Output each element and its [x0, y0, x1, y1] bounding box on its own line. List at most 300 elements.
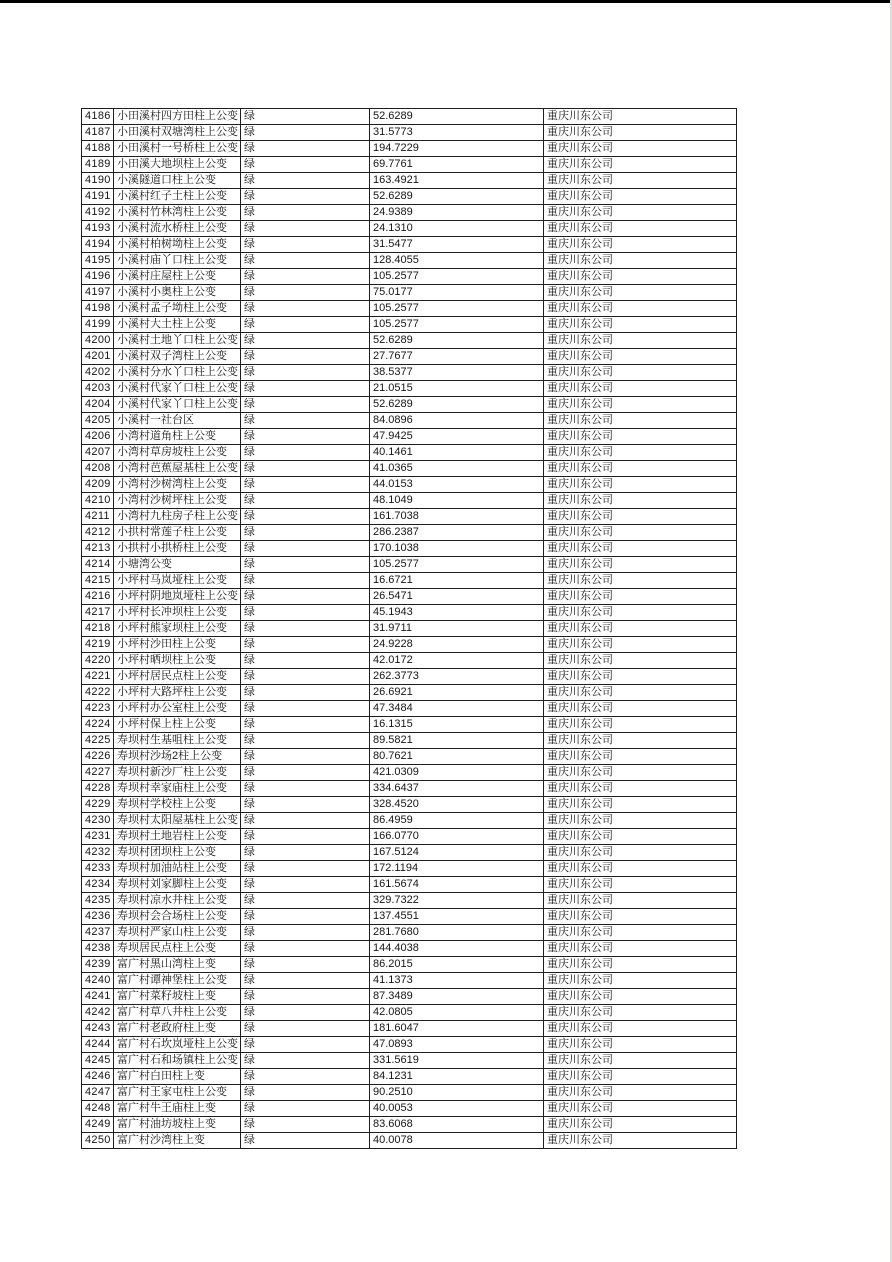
status-cell: 绿 [241, 845, 370, 861]
status-cell: 绿 [241, 733, 370, 749]
status-cell: 绿 [241, 173, 370, 189]
table-row [82, 925, 737, 941]
station-name-cell: 富广村沙湾柱上变 [114, 1133, 241, 1149]
row-id-cell: 4226 [82, 749, 114, 765]
table-row [82, 1069, 737, 1085]
status-cell: 绿 [241, 413, 370, 429]
status-cell: 绿 [241, 365, 370, 381]
value-cell: 44.0153 [370, 477, 544, 493]
company-cell: 重庆川东公司 [544, 621, 737, 637]
table-row [82, 1053, 737, 1069]
row-id-cell: 4209 [82, 477, 114, 493]
station-name-cell: 小坪村大路坪柱上公变 [114, 685, 241, 701]
status-cell: 绿 [241, 541, 370, 557]
value-cell: 52.6289 [370, 189, 544, 205]
company-cell: 重庆川东公司 [544, 253, 737, 269]
table-row [82, 317, 737, 333]
station-name-cell: 小坪村保上柱上公变 [114, 717, 241, 733]
value-cell: 172.1194 [370, 861, 544, 877]
company-cell: 重庆川东公司 [544, 365, 737, 381]
company-cell: 重庆川东公司 [544, 797, 737, 813]
station-name-cell: 小湾村沙树湾柱上公变 [114, 477, 241, 493]
table-row [82, 349, 737, 365]
row-id-cell: 4204 [82, 397, 114, 413]
station-name-cell: 小溪村流水桥柱上公变 [114, 221, 241, 237]
table-row [82, 749, 737, 765]
station-name-cell: 寿坝村学校柱上公变 [114, 797, 241, 813]
status-cell: 绿 [241, 189, 370, 205]
status-cell: 绿 [241, 765, 370, 781]
row-id-cell: 4211 [82, 509, 114, 525]
transformer-table [81, 108, 737, 1149]
row-id-cell: 4208 [82, 461, 114, 477]
table-row [82, 669, 737, 685]
station-name-cell: 富广村石坎岚垭柱上公变 [114, 1037, 241, 1053]
station-name-cell: 富广村牛王庙柱上变 [114, 1101, 241, 1117]
status-cell: 绿 [241, 445, 370, 461]
company-cell: 重庆川东公司 [544, 909, 737, 925]
value-cell: 421.0309 [370, 765, 544, 781]
company-cell: 重庆川东公司 [544, 861, 737, 877]
table-row [82, 1037, 737, 1053]
row-id-cell: 4234 [82, 877, 114, 893]
status-cell: 绿 [241, 909, 370, 925]
status-cell: 绿 [241, 205, 370, 221]
status-cell: 绿 [241, 957, 370, 973]
status-cell: 绿 [241, 125, 370, 141]
row-id-cell: 4231 [82, 829, 114, 845]
station-name-cell: 富广村黑山湾柱上变 [114, 957, 241, 973]
table-row [82, 541, 737, 557]
station-name-cell: 富广村草八井柱上公变 [114, 1005, 241, 1021]
company-cell: 重庆川东公司 [544, 829, 737, 845]
table-row [82, 141, 737, 157]
value-cell: 194.7229 [370, 141, 544, 157]
station-name-cell: 寿坝村凉水井柱上公变 [114, 893, 241, 909]
status-cell: 绿 [241, 621, 370, 637]
station-name-cell: 小湾村草房坡柱上公变 [114, 445, 241, 461]
value-cell: 31.5773 [370, 125, 544, 141]
value-cell: 105.2577 [370, 301, 544, 317]
row-id-cell: 4216 [82, 589, 114, 605]
row-id-cell: 4248 [82, 1101, 114, 1117]
station-name-cell: 寿坝村刘家脚柱上公变 [114, 877, 241, 893]
status-cell: 绿 [241, 797, 370, 813]
table-row [82, 189, 737, 205]
status-cell: 绿 [241, 461, 370, 477]
value-cell: 26.5471 [370, 589, 544, 605]
table-row [82, 989, 737, 1005]
value-cell: 26.6921 [370, 685, 544, 701]
value-cell: 87.3489 [370, 989, 544, 1005]
row-id-cell: 4223 [82, 701, 114, 717]
status-cell: 绿 [241, 237, 370, 253]
company-cell: 重庆川东公司 [544, 413, 737, 429]
row-id-cell: 4225 [82, 733, 114, 749]
row-id-cell: 4246 [82, 1069, 114, 1085]
table-row [82, 797, 737, 813]
row-id-cell: 4189 [82, 157, 114, 173]
station-name-cell: 小拱村常莲子柱上公变 [114, 525, 241, 541]
table-row [82, 621, 737, 637]
table-row [82, 381, 737, 397]
station-name-cell: 小湾村芭蕉屋基柱上公变 [114, 461, 241, 477]
station-name-cell: 寿坝村土地岩柱上公变 [114, 829, 241, 845]
table-row [82, 1021, 737, 1037]
station-name-cell: 小溪隧道口柱上公变 [114, 173, 241, 189]
value-cell: 69.7761 [370, 157, 544, 173]
value-cell: 170.1038 [370, 541, 544, 557]
row-id-cell: 4247 [82, 1085, 114, 1101]
company-cell: 重庆川东公司 [544, 749, 737, 765]
station-name-cell: 小坪村长冲坝柱上公变 [114, 605, 241, 621]
value-cell: 31.9711 [370, 621, 544, 637]
company-cell: 重庆川东公司 [544, 1117, 737, 1133]
table-row [82, 877, 737, 893]
table-body [82, 109, 737, 1149]
table-row [82, 909, 737, 925]
table-row [82, 461, 737, 477]
value-cell: 41.0365 [370, 461, 544, 477]
company-cell: 重庆川东公司 [544, 973, 737, 989]
status-cell: 绿 [241, 285, 370, 301]
row-id-cell: 4228 [82, 781, 114, 797]
company-cell: 重庆川东公司 [544, 525, 737, 541]
station-name-cell: 小溪村大土柱上公变 [114, 317, 241, 333]
status-cell: 绿 [241, 781, 370, 797]
row-id-cell: 4222 [82, 685, 114, 701]
value-cell: 262.3773 [370, 669, 544, 685]
row-id-cell: 4235 [82, 893, 114, 909]
row-id-cell: 4233 [82, 861, 114, 877]
table-row [82, 637, 737, 653]
company-cell: 重庆川东公司 [544, 493, 737, 509]
company-cell: 重庆川东公司 [544, 957, 737, 973]
value-cell: 334.6437 [370, 781, 544, 797]
station-name-cell: 小溪村分水丫口柱上公变 [114, 365, 241, 381]
company-cell: 重庆川东公司 [544, 685, 737, 701]
table-row [82, 765, 737, 781]
status-cell: 绿 [241, 1101, 370, 1117]
table-row [82, 829, 737, 845]
status-cell: 绿 [241, 861, 370, 877]
row-id-cell: 4186 [82, 109, 114, 125]
table-row [82, 221, 737, 237]
company-cell: 重庆川东公司 [544, 1101, 737, 1117]
value-cell: 40.0053 [370, 1101, 544, 1117]
value-cell: 16.6721 [370, 573, 544, 589]
table-row [82, 1101, 737, 1117]
row-id-cell: 4224 [82, 717, 114, 733]
table-row [82, 477, 737, 493]
company-cell: 重庆川东公司 [544, 1069, 737, 1085]
company-cell: 重庆川东公司 [544, 445, 737, 461]
table-row [82, 205, 737, 221]
station-name-cell: 小田溪村一号桥柱上公变 [114, 141, 241, 157]
value-cell: 90.2510 [370, 1085, 544, 1101]
value-cell: 42.0805 [370, 1005, 544, 1021]
station-name-cell: 小坪村熊家坝柱上公变 [114, 621, 241, 637]
value-cell: 47.9425 [370, 429, 544, 445]
company-cell: 重庆川东公司 [544, 173, 737, 189]
status-cell: 绿 [241, 397, 370, 413]
station-name-cell: 寿坝村会合场柱上公变 [114, 909, 241, 925]
value-cell: 40.1461 [370, 445, 544, 461]
company-cell: 重庆川东公司 [544, 653, 737, 669]
value-cell: 84.0896 [370, 413, 544, 429]
status-cell: 绿 [241, 141, 370, 157]
table-row [82, 653, 737, 669]
row-id-cell: 4242 [82, 1005, 114, 1021]
company-cell: 重庆川东公司 [544, 301, 737, 317]
status-cell: 绿 [241, 557, 370, 573]
status-cell: 绿 [241, 157, 370, 173]
value-cell: 137.4551 [370, 909, 544, 925]
company-cell: 重庆川东公司 [544, 221, 737, 237]
value-cell: 52.6289 [370, 109, 544, 125]
station-name-cell: 小坪村晒坝柱上公变 [114, 653, 241, 669]
company-cell: 重庆川东公司 [544, 1021, 737, 1037]
station-name-cell: 小坪村居民点柱上公变 [114, 669, 241, 685]
station-name-cell: 小溪村一社台区 [114, 413, 241, 429]
company-cell: 重庆川东公司 [544, 1053, 737, 1069]
company-cell: 重庆川东公司 [544, 1133, 737, 1149]
status-cell: 绿 [241, 1069, 370, 1085]
status-cell: 绿 [241, 1005, 370, 1021]
table-row [82, 701, 737, 717]
company-cell: 重庆川东公司 [544, 765, 737, 781]
station-name-cell: 富广村谭神堡柱上公变 [114, 973, 241, 989]
company-cell: 重庆川东公司 [544, 573, 737, 589]
value-cell: 181.6047 [370, 1021, 544, 1037]
status-cell: 绿 [241, 925, 370, 941]
row-id-cell: 4217 [82, 605, 114, 621]
value-cell: 24.9389 [370, 205, 544, 221]
company-cell: 重庆川东公司 [544, 157, 737, 173]
station-name-cell: 小溪村庙丫口柱上公变 [114, 253, 241, 269]
row-id-cell: 4212 [82, 525, 114, 541]
row-id-cell: 4232 [82, 845, 114, 861]
company-cell: 重庆川东公司 [544, 125, 737, 141]
company-cell: 重庆川东公司 [544, 397, 737, 413]
station-name-cell: 小田溪村四方田柱上公变 [114, 109, 241, 125]
station-name-cell: 寿坝村幸家庙柱上公变 [114, 781, 241, 797]
station-name-cell: 富广村白田柱上变 [114, 1069, 241, 1085]
value-cell: 286.2387 [370, 525, 544, 541]
table-row [82, 589, 737, 605]
row-id-cell: 4218 [82, 621, 114, 637]
value-cell: 105.2577 [370, 317, 544, 333]
row-id-cell: 4219 [82, 637, 114, 653]
status-cell: 绿 [241, 1037, 370, 1053]
value-cell: 167.5124 [370, 845, 544, 861]
value-cell: 75.0177 [370, 285, 544, 301]
company-cell: 重庆川东公司 [544, 461, 737, 477]
row-id-cell: 4201 [82, 349, 114, 365]
table-row [82, 397, 737, 413]
row-id-cell: 4194 [82, 237, 114, 253]
status-cell: 绿 [241, 637, 370, 653]
value-cell: 328.4520 [370, 797, 544, 813]
table-row [82, 365, 737, 381]
station-name-cell: 富广村老政府柱上变 [114, 1021, 241, 1037]
row-id-cell: 4236 [82, 909, 114, 925]
company-cell: 重庆川东公司 [544, 1037, 737, 1053]
status-cell: 绿 [241, 493, 370, 509]
station-name-cell: 小溪村土地丫口柱上公变 [114, 333, 241, 349]
value-cell: 24.1310 [370, 221, 544, 237]
page-top-edge [0, 0, 892, 3]
status-cell: 绿 [241, 1133, 370, 1149]
station-name-cell: 寿坝村加油站柱上公变 [114, 861, 241, 877]
table-row [82, 1005, 737, 1021]
company-cell: 重庆川东公司 [544, 109, 737, 125]
row-id-cell: 4237 [82, 925, 114, 941]
table-row [82, 717, 737, 733]
value-cell: 144.4038 [370, 941, 544, 957]
value-cell: 52.6289 [370, 397, 544, 413]
table-row [82, 525, 737, 541]
value-cell: 40.0078 [370, 1133, 544, 1149]
table-row [82, 781, 737, 797]
status-cell: 绿 [241, 669, 370, 685]
table-row [82, 605, 737, 621]
value-cell: 163.4921 [370, 173, 544, 189]
value-cell: 47.0893 [370, 1037, 544, 1053]
status-cell: 绿 [241, 685, 370, 701]
row-id-cell: 4195 [82, 253, 114, 269]
table-row [82, 733, 737, 749]
table-row [82, 573, 737, 589]
row-id-cell: 4205 [82, 413, 114, 429]
status-cell: 绿 [241, 717, 370, 733]
company-cell: 重庆川东公司 [544, 381, 737, 397]
row-id-cell: 4210 [82, 493, 114, 509]
status-cell: 绿 [241, 813, 370, 829]
status-cell: 绿 [241, 221, 370, 237]
status-cell: 绿 [241, 525, 370, 541]
value-cell: 83.6068 [370, 1117, 544, 1133]
table-row [82, 157, 737, 173]
value-cell: 161.7038 [370, 509, 544, 525]
status-cell: 绿 [241, 1021, 370, 1037]
station-name-cell: 小拱村小拱桥柱上公变 [114, 541, 241, 557]
station-name-cell: 小坪村沙田柱上公变 [114, 637, 241, 653]
value-cell: 21.0515 [370, 381, 544, 397]
row-id-cell: 4197 [82, 285, 114, 301]
status-cell: 绿 [241, 589, 370, 605]
status-cell: 绿 [241, 333, 370, 349]
company-cell: 重庆川东公司 [544, 989, 737, 1005]
value-cell: 86.2015 [370, 957, 544, 973]
company-cell: 重庆川东公司 [544, 557, 737, 573]
table-row [82, 941, 737, 957]
value-cell: 38.5377 [370, 365, 544, 381]
station-name-cell: 富广村石和场镇柱上公变 [114, 1053, 241, 1069]
status-cell: 绿 [241, 701, 370, 717]
row-id-cell: 4193 [82, 221, 114, 237]
station-name-cell: 富广村菜籽坡柱上变 [114, 989, 241, 1005]
station-name-cell: 小溪村红子土柱上公变 [114, 189, 241, 205]
station-name-cell: 小坪村办公室柱上公变 [114, 701, 241, 717]
company-cell: 重庆川东公司 [544, 189, 737, 205]
company-cell: 重庆川东公司 [544, 893, 737, 909]
row-id-cell: 4200 [82, 333, 114, 349]
status-cell: 绿 [241, 893, 370, 909]
row-id-cell: 4213 [82, 541, 114, 557]
status-cell: 绿 [241, 973, 370, 989]
row-id-cell: 4206 [82, 429, 114, 445]
value-cell: 52.6289 [370, 333, 544, 349]
row-id-cell: 4220 [82, 653, 114, 669]
value-cell: 42.0172 [370, 653, 544, 669]
station-name-cell: 小田溪大地坝柱上公变 [114, 157, 241, 173]
row-id-cell: 4188 [82, 141, 114, 157]
table-row [82, 173, 737, 189]
row-id-cell: 4215 [82, 573, 114, 589]
company-cell: 重庆川东公司 [544, 637, 737, 653]
company-cell: 重庆川东公司 [544, 717, 737, 733]
company-cell: 重庆川东公司 [544, 1005, 737, 1021]
table-row [82, 269, 737, 285]
value-cell: 105.2577 [370, 269, 544, 285]
table-row [82, 109, 737, 125]
table-row [82, 893, 737, 909]
status-cell: 绿 [241, 477, 370, 493]
status-cell: 绿 [241, 941, 370, 957]
company-cell: 重庆川东公司 [544, 269, 737, 285]
status-cell: 绿 [241, 381, 370, 397]
station-name-cell: 寿坝村团坝柱上公变 [114, 845, 241, 861]
status-cell: 绿 [241, 109, 370, 125]
status-cell: 绿 [241, 1053, 370, 1069]
value-cell: 166.0770 [370, 829, 544, 845]
table-row [82, 845, 737, 861]
value-cell: 47.3484 [370, 701, 544, 717]
status-cell: 绿 [241, 749, 370, 765]
row-id-cell: 4207 [82, 445, 114, 461]
company-cell: 重庆川东公司 [544, 605, 737, 621]
company-cell: 重庆川东公司 [544, 589, 737, 605]
table-row [82, 413, 737, 429]
row-id-cell: 4238 [82, 941, 114, 957]
row-id-cell: 4227 [82, 765, 114, 781]
row-id-cell: 4250 [82, 1133, 114, 1149]
company-cell: 重庆川东公司 [544, 813, 737, 829]
station-name-cell: 小湾村沙树坪柱上公变 [114, 493, 241, 509]
row-id-cell: 4192 [82, 205, 114, 221]
company-cell: 重庆川东公司 [544, 205, 737, 221]
status-cell: 绿 [241, 573, 370, 589]
table-row [82, 685, 737, 701]
row-id-cell: 4243 [82, 1021, 114, 1037]
row-id-cell: 4198 [82, 301, 114, 317]
station-name-cell: 寿坝居民点柱上公变 [114, 941, 241, 957]
company-cell: 重庆川东公司 [544, 781, 737, 797]
row-id-cell: 4244 [82, 1037, 114, 1053]
status-cell: 绿 [241, 605, 370, 621]
table-row [82, 973, 737, 989]
company-cell: 重庆川东公司 [544, 333, 737, 349]
table-row [82, 861, 737, 877]
row-id-cell: 4187 [82, 125, 114, 141]
table-row [82, 557, 737, 573]
row-id-cell: 4245 [82, 1053, 114, 1069]
row-id-cell: 4230 [82, 813, 114, 829]
table-row [82, 1085, 737, 1101]
status-cell: 绿 [241, 829, 370, 845]
table-row [82, 1133, 737, 1149]
